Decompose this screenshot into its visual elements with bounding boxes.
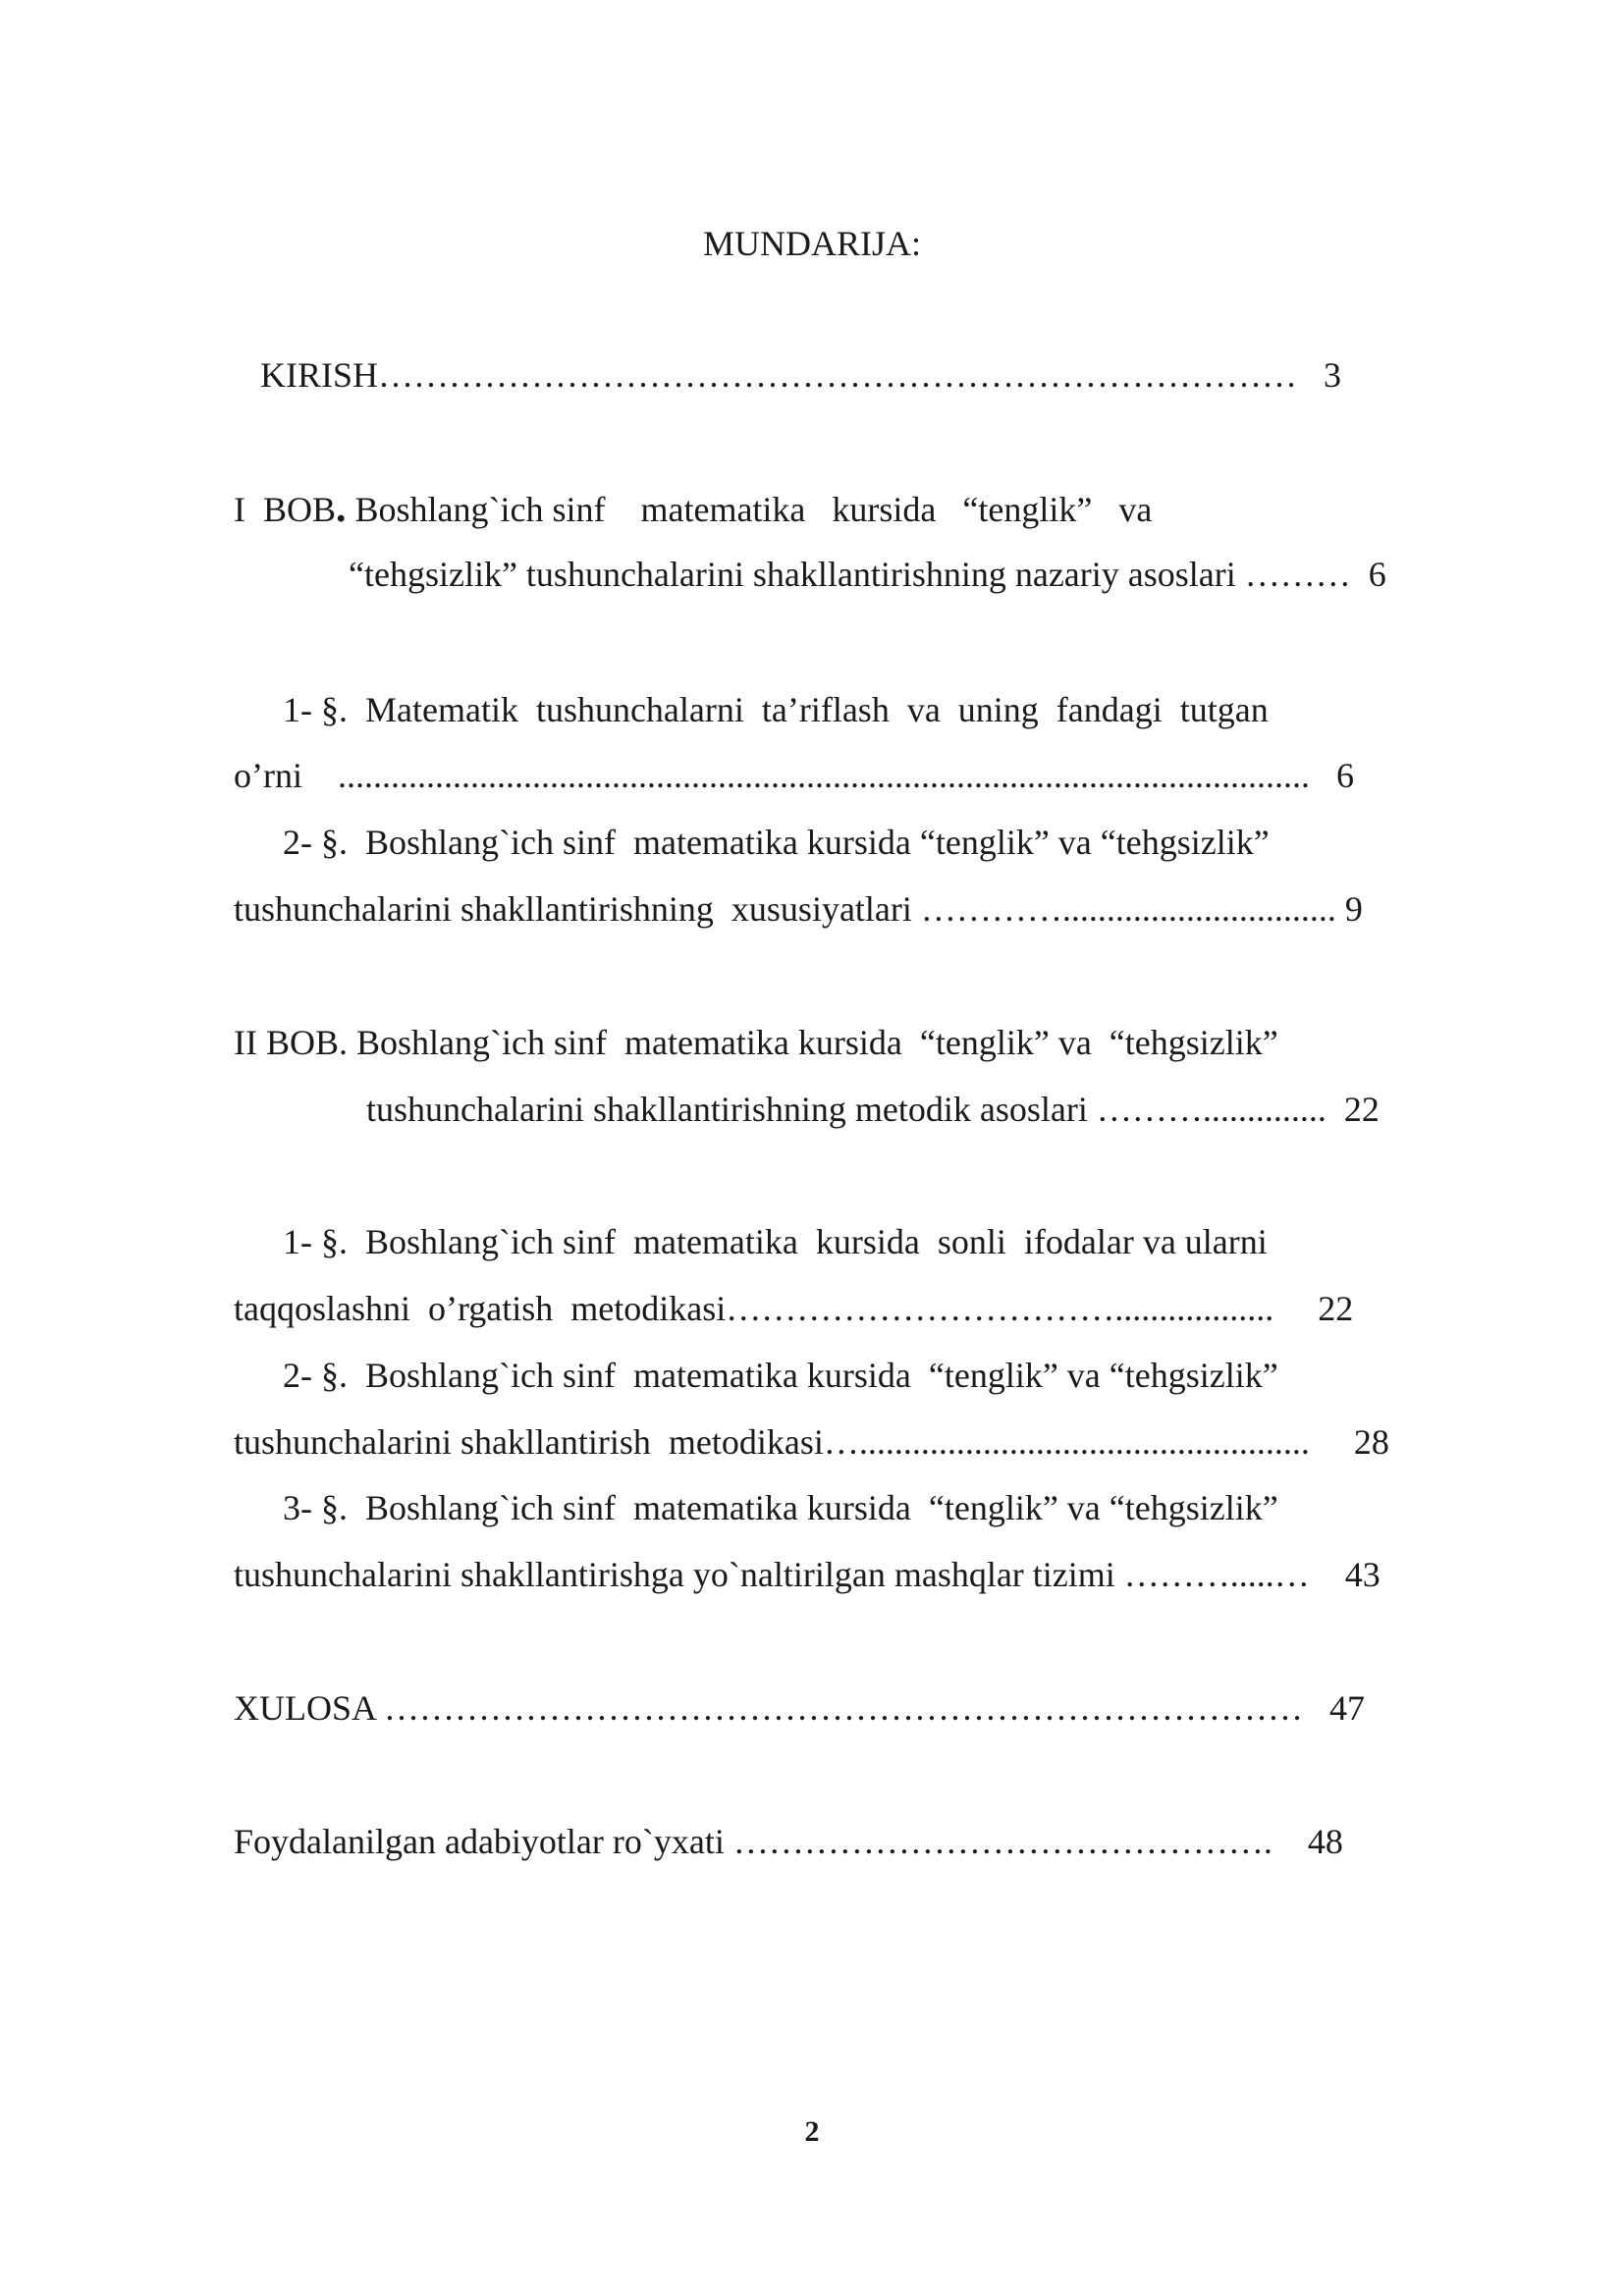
toc-bob1-title: Boshlang`ich sinf matematika kursida “tenglik” va	[346, 490, 1153, 529]
toc-bob1-dot: .	[336, 486, 347, 531]
toc-entry-bob2-sec1-line1: 1- §. Boshlang`ich sinf matematika kursida sonli ifodalar va ularni	[283, 1222, 1268, 1261]
toc-entry-bob1-line2: “tehgsizlik” tushunchalarini shakllantirishning nazariy asoslari ……… 6	[349, 555, 1386, 594]
page-number: 2	[804, 2115, 820, 2148]
toc-entry-bob1-line1	[234, 487, 1152, 531]
toc-entry-bob2-sec3-line1: 3- §. Boshlang`ich sinf matematika kursida “tenglik” va “tehgsizlik”	[283, 1488, 1278, 1527]
toc-entry-bob2-sec3-line2: tushunchalarini shakllantirishga yo`naltirilgan mashqlar tizimi ……….....… 43	[234, 1555, 1380, 1594]
toc-entry-kirish: KIRISH…………………………………………………………………… 3	[260, 355, 1342, 395]
toc-entry-bob1-sec2-line1: 2- §. Boshlang`ich sinf matematika kursida “tenglik” va “tehgsizlik”	[283, 823, 1270, 862]
toc-entry-bob2-sec1-line2: taqqoslashni o’rgatish metodikasi…………………………….................. 22	[234, 1289, 1354, 1328]
toc-entry-bob2-sec2-line2: tushunchalarini shakllantirish metodikasi…................................................... 28	[234, 1422, 1389, 1462]
toc-entry-bob2-line2: tushunchalarini shakllantirishning metodik asoslari ……….............. 22	[366, 1090, 1380, 1129]
toc-entry-xulosa: XULOSA …………………………………………………………………… 47	[234, 1688, 1366, 1728]
toc-entry-bob1-sec1-line2: o’rni .............................................................................................................. 6	[234, 756, 1354, 795]
toc-entry-adabiyotlar: Foydalanilgan adabiyotlar ro`yxati ………………………………………. 48	[234, 1822, 1343, 1861]
toc-entry-bob1-sec2-line2: tushunchalarini shakllantirishning xususiyatlari …………............................... 9	[234, 889, 1363, 929]
toc-entry-bob2-sec2-line1: 2- §. Boshlang`ich sinf matematika kursida “tenglik” va “tehgsizlik”	[283, 1356, 1278, 1395]
toc-entry-bob1-sec1-line1: 1- §. Matematik tushunchalarni ta’riflash va uning fandagi tutgan	[283, 690, 1269, 729]
toc-entry-bob2-line1: II BOB. Boshlang`ich sinf matematika kursida “tenglik” va “tehgsizlik”	[234, 1023, 1278, 1062]
page-title: MUNDARIJA:	[702, 224, 921, 263]
toc-bob1-prefix: I BOB	[234, 490, 337, 529]
